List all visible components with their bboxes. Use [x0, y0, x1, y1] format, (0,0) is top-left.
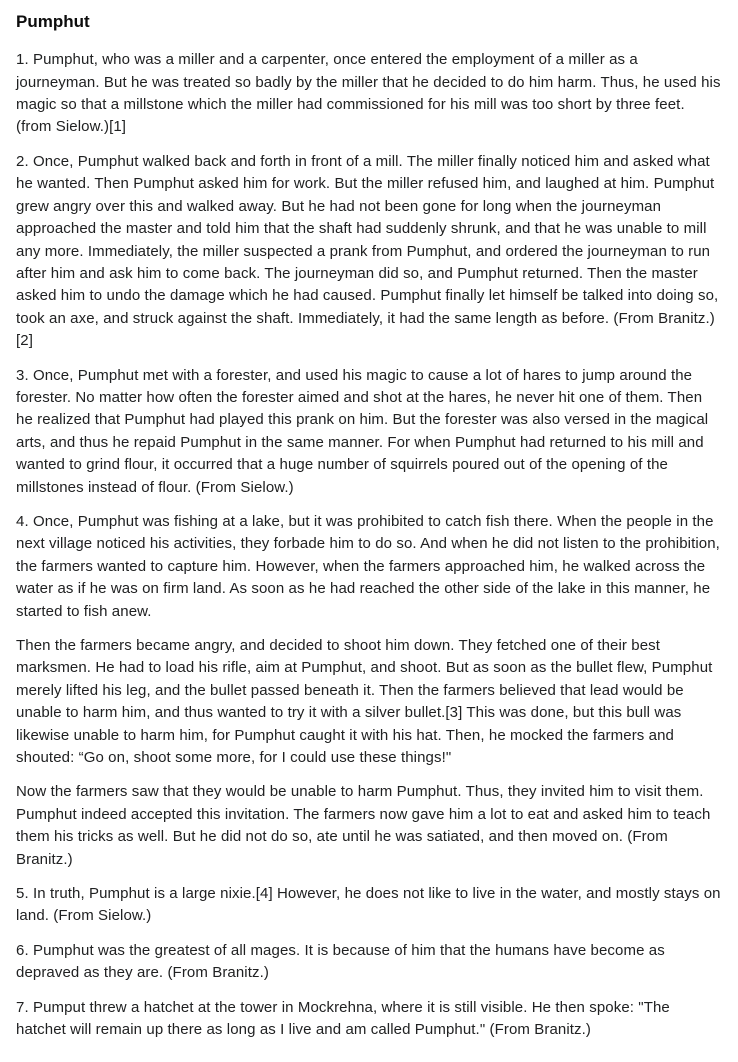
paragraph-1: 1. Pumphut, who was a miller and a carpenter, once entered the employment of a miller as a journeyman. But he was treated so badly by the miller that he decided to do him harm. Thus, he used his magic so that a millstone which the miller had commissioned for his mill was too short by three feet. (from Sielow.)[1]: [16, 51, 721, 136]
paragraph-5: Then the farmers became angry, and decided to shoot him down. They fetched one of their best marksmen. He had to load his rifle, aim at Pumphut, and shoot. But as soon as the bullet flew, Pumphut merely lifted his leg, and the bullet passed beneath it. Then the farmers believed that lead would be unable to harm him, and thus wanted to try it with a silver bullet.[3] This was done, but this bull was likewise unable to harm him, for Pumphut caught it with his hat. Then, he mocked the farmers and shouted: “Go on, shoot some more, for I could use these things!": [16, 637, 713, 767]
paragraph-7: 5. In truth, Pumphut is a large nixie.[4] However, he does not like to live in the water, and mostly stays on land. (From Sielow.): [16, 885, 721, 925]
page-title: Pumphut: [16, 12, 90, 31]
paragraph-2: 2. Once, Pumphut walked back and forth in front of a mill. The miller finally noticed him and asked what he wanted. Then Pumphut asked him for work. But the miller refused him, and laughed at him. Pumphut grew angry over this and walked away. But he had not been gone for long when the journeyman approached the master and told him that the shaft had suddenly shrunk, and that he was unable to mill any more. Immediately, the miller suspected a prank from Pumphut, and ordered the journeyman to run after him and ask him to come back. The journeyman did so, and Pumphut returned. Then the master asked him to undo the damage which he had caused. Pumphut finally let himself be talked into doing so, took an axe, and struck against the shaft. Immediately, it had the same length as before. (From Branitz.)[2]: [16, 152, 719, 350]
paragraph-9: 7. Pumput threw a hatchet at the tower in Mockrehna, where it is still visible. He then spoke: "The hatchet will remain up there as long as I live and am called Pumphut." (From Branitz.): [16, 998, 670, 1039]
paragraph-6: Now the farmers saw that they would be unable to harm Pumphut. Thus, they invited him to visit them. Pumphut indeed accepted this invitation. The farmers now gave him a lot to eat and asked him to teach them his tricks as well. But he did not do so, ate until he was satiated, and then moved on. (From Branitz.): [16, 783, 711, 868]
paragraph-3: 3. Once, Pumphut met with a forester, and used his magic to cause a lot of hares to jump around the forester. No matter how often the forester aimed and shot at the hares, he never hit one of them. Then he realized that Pumphut had played this prank on him. But the forester was also versed in the magical arts, and thus he repaid Pumphut in the same manner. For when Pumphut had returned to his mill and wanted to grind flour, it occurred that a huge number of squirrels poured out of the opening of the millstones instead of flour. (From Sielow.): [16, 366, 709, 496]
paragraph-8: 6. Pumphut was the greatest of all mages. It is because of him that the humans have become as depraved as they are. (From Branitz.): [16, 941, 665, 982]
paragraph-4: 4. Once, Pumphut was fishing at a lake, but it was prohibited to catch fish there. When the people in the next village noticed his activities, they forbade him to do so. And when he did not listen to the prohibition, the farmers wanted to capture him. However, when the farmers approached him, he walked across the water as if he was on firm land. As soon as he had reached the other side of the lake in this manner, he started to fish anew.: [16, 512, 720, 620]
